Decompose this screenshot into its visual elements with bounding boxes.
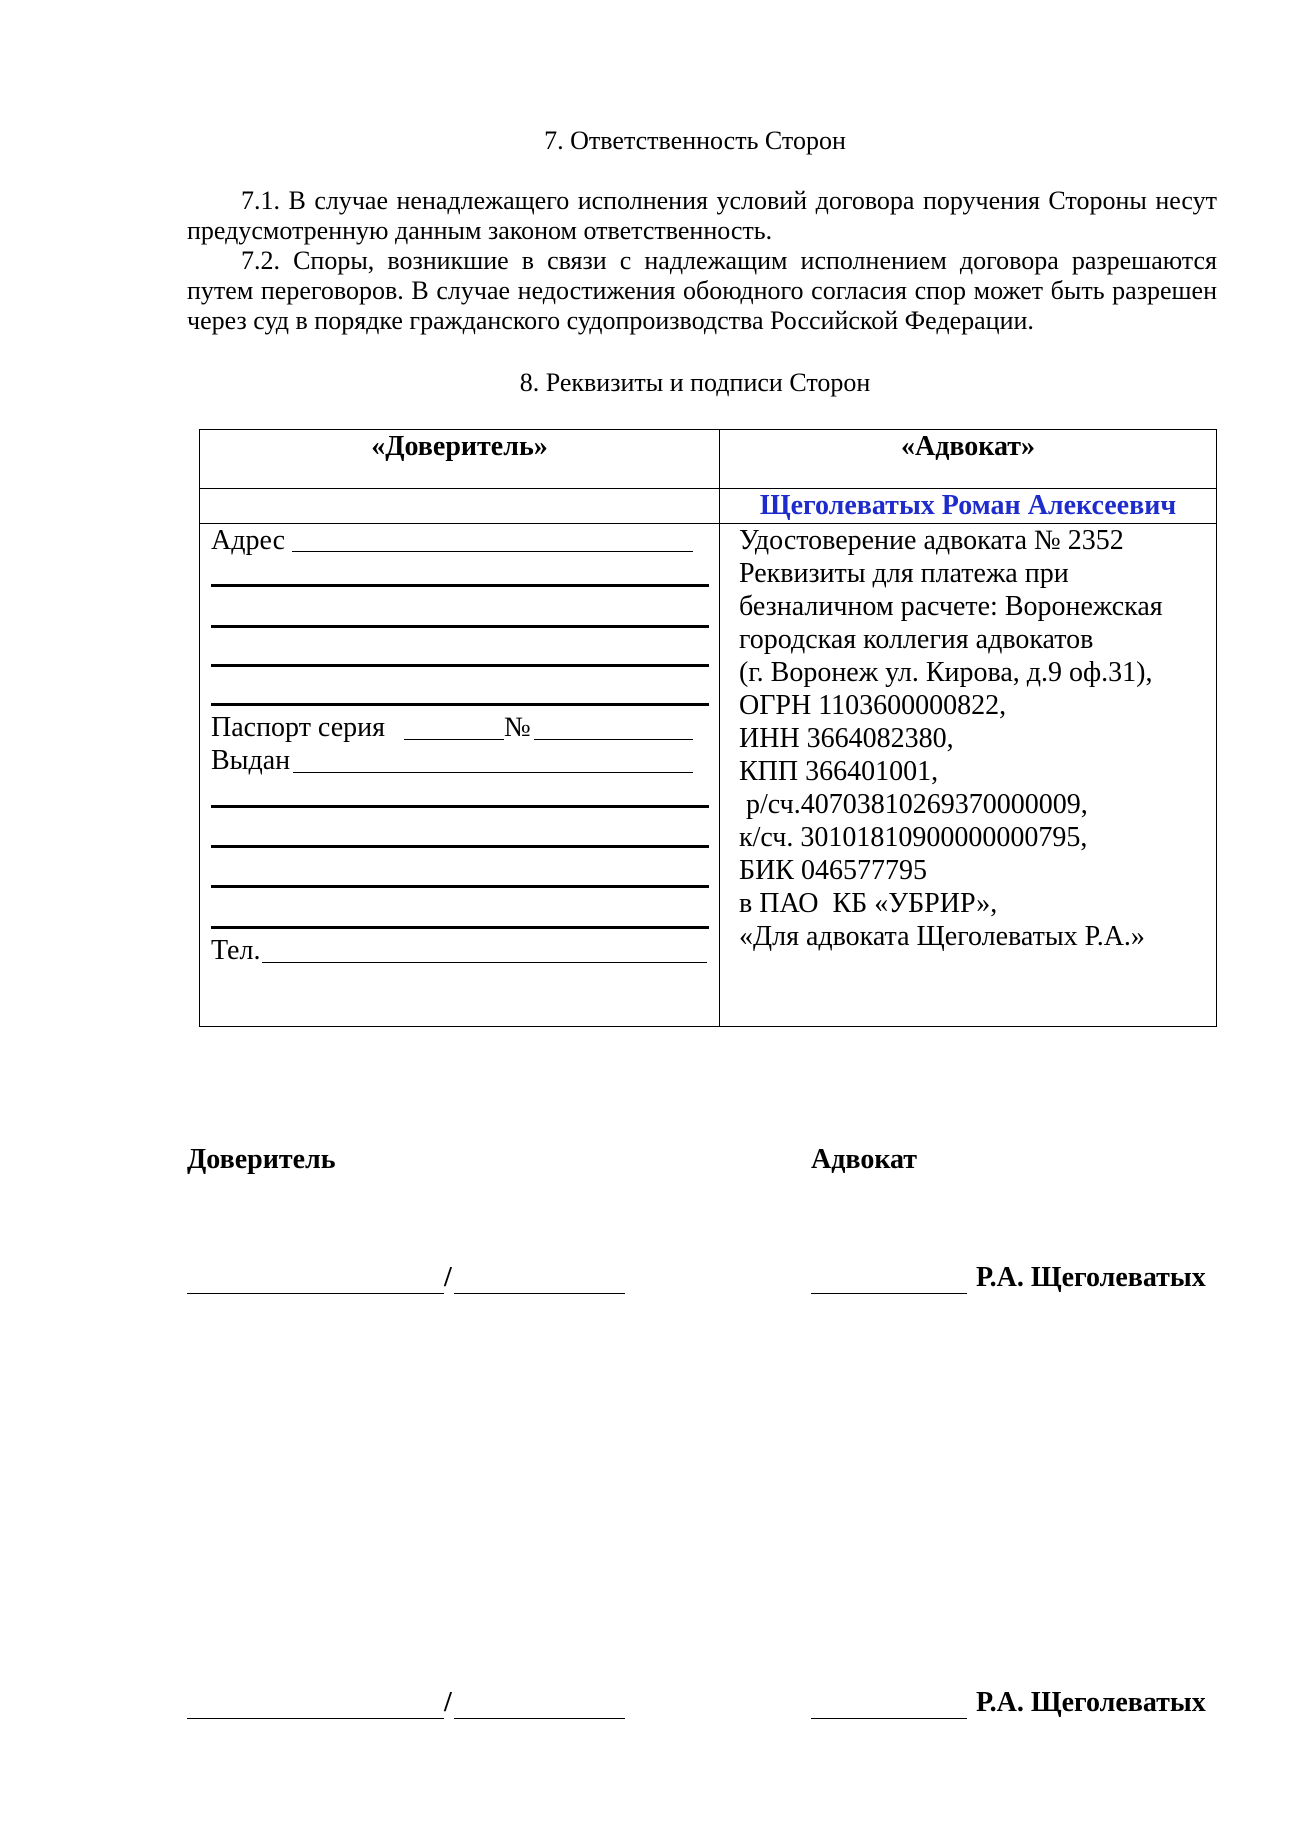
- address-line[interactable]: [292, 551, 693, 552]
- principal-name-line-2[interactable]: [454, 1718, 625, 1719]
- address-label: Адрес: [211, 525, 286, 556]
- address-line-5: [211, 703, 709, 706]
- lawyer-signature-name-1: Р.А. Щеголеватых: [976, 1262, 1206, 1293]
- principal-details: [200, 524, 720, 1027]
- clause-7-2: 7.2. Споры, возникшие в связи с надлежащим исполнением договора разрешаются путем переговоров. В случае недостижения обоюдного согласия спор может быть разрешен через суд в порядке гражданского судопроизводства Российской Федерации.: [187, 246, 1217, 335]
- lawyer-detail-line: Удостоверение адвоката № 2352: [739, 525, 1124, 556]
- lawyer-signature-line-1[interactable]: [811, 1293, 967, 1294]
- address-field: [211, 524, 710, 557]
- lawyer-detail-line: БИК 046577795: [739, 855, 927, 886]
- lawyer-detail-line: безналичном расчете: Воронежская: [739, 591, 1163, 622]
- issued-line-4: [211, 885, 709, 888]
- issued-line-2: [211, 805, 709, 808]
- principal-name-line-1[interactable]: [454, 1293, 625, 1294]
- lawyer-details: [720, 524, 1217, 1027]
- section-8-title: 8. Реквизиты и подписи Сторон: [519, 368, 871, 397]
- lawyer-details-list: [720, 524, 1216, 953]
- number-sign: №: [504, 712, 531, 743]
- lawyer-detail-line: р/сч.40703810269370000009,: [739, 789, 1088, 820]
- lawyer-detail-line: Реквизиты для платежа при: [739, 558, 1069, 589]
- lawyer-header: «Адвокат»: [720, 430, 1217, 489]
- signature-slash-1: /: [444, 1262, 452, 1293]
- address-line-2: [211, 584, 709, 587]
- lawyer-detail-line: (г. Воронеж ул. Кирова, д.9 оф.31),: [739, 657, 1153, 688]
- lawyer-signature-name-2: Р.А. Щеголеватых: [976, 1687, 1206, 1718]
- lawyer-name: Щеголеватых Роман Алексеевич: [720, 489, 1217, 524]
- lawyer-detail-line: «Для адвоката Щеголеватых Р.А.»: [739, 921, 1145, 952]
- phone-line[interactable]: [262, 962, 707, 963]
- address-line-3: [211, 625, 709, 628]
- issued-line[interactable]: [293, 772, 693, 773]
- table-header-row: [200, 430, 1217, 489]
- requisites-table: [199, 429, 1217, 1027]
- lawyer-signature-line-2[interactable]: [811, 1718, 967, 1719]
- issued-line-5: [211, 926, 709, 929]
- lawyer-detail-line: городская коллегия адвокатов: [739, 624, 1094, 655]
- address-line-4: [211, 664, 709, 667]
- details-row: [200, 524, 1217, 1027]
- lawyer-detail-line: ИНН 3664082380,: [739, 723, 954, 754]
- signature-slash-2: /: [444, 1687, 452, 1718]
- lawyer-name-row: [200, 489, 1217, 524]
- passport-number-line[interactable]: [534, 739, 693, 740]
- principal-signature-line-1[interactable]: [187, 1293, 444, 1294]
- lawyer-detail-line: в ПАО КБ «УБРИР»,: [739, 888, 998, 919]
- issued-line-3: [211, 845, 709, 848]
- issued-label: Выдан: [211, 745, 291, 776]
- lawyer-detail-line: к/сч. 30101810900000000795,: [739, 822, 1088, 853]
- section-7-title: 7. Ответственность Сторон: [544, 126, 846, 155]
- empty-cell: [200, 489, 720, 524]
- lawyer-detail-line: КПП 366401001,: [739, 756, 939, 787]
- passport-label: Паспорт серия: [211, 712, 385, 743]
- phone-label: Тел.: [211, 935, 261, 966]
- clause-7-1: 7.1. В случае ненадлежащего исполнения условий договора поручения Стороны несут предусмотренную данным законом ответственность.: [187, 186, 1217, 245]
- principal-signature-line-2[interactable]: [187, 1718, 444, 1719]
- lawyer-detail-line: ОГРН 1103600000822,: [739, 690, 1007, 721]
- lawyer-signature-label: Адвокат: [811, 1144, 918, 1175]
- principal-header: «Доверитель»: [200, 430, 720, 489]
- principal-signature-label: Доверитель: [187, 1144, 336, 1175]
- passport-series-line[interactable]: [404, 739, 504, 740]
- section-7-body: [187, 186, 1217, 336]
